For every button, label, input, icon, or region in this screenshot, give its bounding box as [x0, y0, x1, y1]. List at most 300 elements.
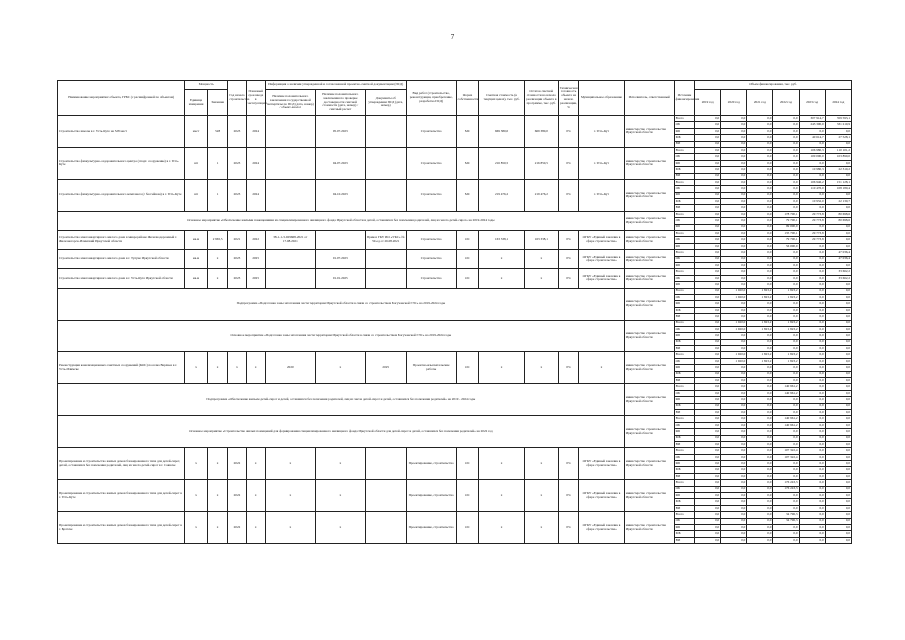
amount-cell: 0,0 — [747, 211, 773, 217]
amount-cell: 0,0 — [695, 307, 721, 313]
amount-cell: 0,0 — [695, 339, 721, 345]
amount-cell: 0,0 — [747, 314, 773, 320]
header-year-2024: 2024 год — [825, 90, 851, 116]
amount-cell: 1 920,0 — [721, 288, 747, 294]
amount-cell: 0,0 — [695, 384, 721, 390]
amount-cell: 0,0 — [695, 480, 721, 486]
amount-cell: 29 773,8 — [799, 218, 825, 224]
amount-cell: 0,0 — [695, 378, 721, 384]
amount-cell: 0,0 — [695, 512, 721, 518]
source-cell: МБ — [674, 531, 694, 537]
amount-cell: 0,0 — [799, 333, 825, 339]
amount-cell: 0,0 — [825, 160, 851, 166]
header-year-end: Плановый срок ввода в эксплуатацию — [246, 81, 265, 116]
amount-cell: 140 961,2 — [773, 416, 799, 422]
object-mo: ОГКУ «Единый заказчик в сфере строительства» — [579, 250, 624, 269]
amount-cell: 107 322,4 — [773, 448, 799, 454]
object-smeta: 05.07.2023 — [315, 116, 365, 148]
amount-cell: 0,0 — [695, 537, 721, 543]
source-cell: Всего — [674, 416, 694, 422]
source-cell: Всего — [674, 231, 694, 237]
amount-cell: 80 698,6 — [825, 218, 851, 224]
header-psd: Информация о наличии утвержденной и согласованной проектно-сметной документации (ПСД) — [265, 81, 406, 90]
amount-cell: 0,0 — [773, 250, 799, 256]
amount-cell: 1 920,0 — [721, 358, 747, 364]
amount-cell: 1 823,2 — [773, 294, 799, 300]
amount-cell: 0,0 — [825, 384, 851, 390]
amount-cell: 0,0 — [721, 512, 747, 518]
source-cell: ВИ — [674, 173, 694, 179]
amount-cell: 0,0 — [747, 346, 773, 352]
object-expertise — [265, 250, 315, 269]
amount-cell: 0,0 — [747, 499, 773, 505]
amount-cell: 0,0 — [695, 403, 721, 409]
amount-cell: 0,0 — [747, 486, 773, 492]
amount-cell: 0,0 — [773, 525, 799, 531]
amount-cell: 0,0 — [799, 224, 825, 230]
amount-cell: 29 773,8 — [799, 231, 825, 237]
amount-cell: 0,0 — [747, 122, 773, 128]
source-cell: Всего — [674, 211, 694, 217]
source-cell: ОБ — [674, 486, 694, 492]
amount-cell: 0,0 — [825, 512, 851, 518]
amount-cell: 0,0 — [773, 282, 799, 288]
amount-cell: 151 128,1 — [825, 179, 851, 185]
amount-cell: 0,0 — [825, 486, 851, 492]
source-cell: МБ — [674, 307, 694, 313]
amount-cell: 0,0 — [773, 141, 799, 147]
object-smeta: 01.01.2025 — [315, 269, 365, 288]
amount-cell: 0,0 — [695, 211, 721, 217]
source-cell: ОБ — [674, 218, 694, 224]
amount-cell: 0,0 — [825, 473, 851, 479]
object-name: Проектирование и строительство жилых домов блокированного типа для детей-сирот в г. Усть-Куте — [58, 480, 185, 512]
amount-cell: 0,0 — [721, 205, 747, 211]
object-cost: х — [479, 448, 524, 480]
amount-cell: 0,0 — [747, 218, 773, 224]
source-cell: ФБ — [674, 243, 694, 249]
amount-cell: 99 000,0 — [773, 224, 799, 230]
amount-cell: 0,0 — [695, 224, 721, 230]
amount-cell: 0,0 — [695, 179, 721, 185]
amount-cell: 0,0 — [747, 525, 773, 531]
amount-cell: 0,0 — [773, 365, 799, 371]
amount-cell: 0,0 — [747, 384, 773, 390]
amount-cell: 0,0 — [747, 173, 773, 179]
amount-cell: 0,0 — [747, 135, 773, 141]
amount-cell: 0,0 — [695, 116, 721, 122]
amount-cell: 0,0 — [721, 141, 747, 147]
amount-cell: 0,0 — [747, 275, 773, 281]
object-form: ОС — [456, 480, 479, 512]
amount-cell: 47 036,4 — [825, 250, 851, 256]
amount-cell: 0,0 — [799, 518, 825, 524]
amount-cell: 0,0 — [747, 537, 773, 543]
amount-cell: 0,0 — [747, 269, 773, 275]
amount-cell: 0,0 — [695, 282, 721, 288]
source-cell: Всего — [674, 269, 694, 275]
amount-cell: 0,0 — [747, 441, 773, 447]
object-rest: 219 476,2 — [524, 179, 558, 211]
amount-cell: 0,0 — [799, 269, 825, 275]
object-form: МС — [456, 147, 479, 179]
amount-cell: 0,0 — [695, 173, 721, 179]
object-cost: х — [479, 480, 524, 512]
amount-cell: 0,0 — [825, 390, 851, 396]
object-cost: х — [479, 250, 524, 269]
amount-cell: 0,0 — [747, 422, 773, 428]
amount-cell: 0,0 — [825, 231, 851, 237]
amount-cell: 0,0 — [825, 192, 851, 198]
amount-cell: 0,0 — [825, 409, 851, 415]
source-cell: ВИ — [674, 314, 694, 320]
source-cell: ФБ — [674, 192, 694, 198]
amount-cell: 100 000,0 — [799, 154, 825, 160]
amount-cell: 0,0 — [721, 537, 747, 543]
financing-table — [57, 80, 852, 544]
object-expertise: 2020 — [265, 352, 315, 384]
amount-cell: 0,0 — [747, 307, 773, 313]
amount-cell: 0,0 — [747, 250, 773, 256]
object-name: Строительство физкультурно-оздоровительного комплекса (с бассейном) в г. Усть-Куте — [58, 179, 185, 211]
source-cell: Всего — [674, 512, 694, 518]
source-cell: ФБ — [674, 333, 694, 339]
amount-cell: 0,0 — [825, 441, 851, 447]
amount-cell: 0,0 — [695, 205, 721, 211]
amount-cell: 0,0 — [721, 499, 747, 505]
amount-cell: 0,0 — [799, 282, 825, 288]
source-cell: Всего — [674, 250, 694, 256]
object-form: МС — [456, 179, 479, 211]
source-cell: ФБ — [674, 262, 694, 268]
object-name: Проектирование и строительство жилых домов блокированного типа для детей-сирот, детей, оставшихся без попечения родителей, лиц из числа детей-сирот в г. Саянске — [58, 448, 185, 480]
amount-cell: 0,0 — [799, 173, 825, 179]
amount-cell: 0,0 — [721, 365, 747, 371]
header-year-2020: 2020 год — [721, 90, 747, 116]
object-form: ОС — [456, 512, 479, 544]
object-cost: 163 338,1 — [479, 231, 524, 250]
section-exec: министерство строительства Иркутской области — [624, 416, 674, 448]
source-cell: ФБ — [674, 224, 694, 230]
amount-cell: 0,0 — [747, 160, 773, 166]
object-pct: 0% — [558, 352, 578, 384]
object-work: Проектно-изыскательские работы — [406, 352, 456, 384]
amount-cell: 0,0 — [695, 218, 721, 224]
source-cell: МБ — [674, 499, 694, 505]
amount-cell: 0,0 — [721, 122, 747, 128]
amount-cell: 0,0 — [773, 397, 799, 403]
object-end: х — [246, 448, 265, 480]
amount-cell: 0,0 — [799, 294, 825, 300]
header-name: Наименование мероприятия/ объекта, ГРБС (с расшифровкой по объектам) — [58, 81, 185, 116]
amount-cell: 0,0 — [747, 518, 773, 524]
object-exec: министерство строительства Иркутской области — [624, 147, 674, 179]
amount-cell: 0,0 — [747, 154, 773, 160]
object-pct: 0% — [558, 179, 578, 211]
amount-cell: 0,0 — [721, 473, 747, 479]
amount-cell: 0,0 — [747, 262, 773, 268]
amount-cell: 0,0 — [695, 422, 721, 428]
object-form: ОС — [456, 269, 479, 288]
amount-cell: 29 773,8 — [799, 237, 825, 243]
amount-cell: 0,0 — [799, 512, 825, 518]
amount-cell: 0,0 — [799, 346, 825, 352]
amount-cell: 0,0 — [799, 454, 825, 460]
amount-cell: 40 614,7 — [799, 135, 825, 141]
header-cost: Сметная стоимость (в текущих ценах), тыс. руб. — [479, 81, 524, 116]
amount-cell: 0,0 — [773, 147, 799, 153]
amount-cell: 0,0 — [773, 179, 799, 185]
amount-cell: 0,0 — [721, 390, 747, 396]
object-form: ОС — [456, 352, 479, 384]
object-pct: 0% — [558, 147, 578, 179]
object-rest: х — [524, 352, 558, 384]
amount-cell: 0,0 — [721, 397, 747, 403]
source-cell: ФБ — [674, 282, 694, 288]
object-work: Проектирование, строительство — [406, 448, 456, 480]
object-unit: х — [185, 448, 208, 480]
amount-cell: 0,0 — [773, 461, 799, 467]
object-expertise — [265, 269, 315, 288]
amount-cell: 1 823,2 — [747, 320, 773, 326]
amount-cell: 0,0 — [799, 473, 825, 479]
amount-cell: 80 698,6 — [825, 211, 851, 217]
amount-cell: 0,0 — [773, 116, 799, 122]
amount-cell: 0,0 — [721, 269, 747, 275]
amount-cell: 0,0 — [825, 237, 851, 243]
amount-cell: 0,0 — [825, 525, 851, 531]
amount-cell: 0,0 — [825, 128, 851, 134]
source-cell: МБ — [674, 199, 694, 205]
object-start: 2022 — [228, 448, 246, 480]
amount-cell: 107 322,4 — [773, 454, 799, 460]
amount-cell: 0,0 — [799, 378, 825, 384]
amount-cell: 0,0 — [799, 141, 825, 147]
amount-cell: 0,0 — [721, 435, 747, 441]
amount-cell: 0,0 — [747, 403, 773, 409]
object-mo: ОГКУ «Единый заказчик в сфере строительства» — [579, 448, 624, 480]
object-end: 2024 — [246, 147, 265, 179]
object-order — [365, 512, 406, 544]
amount-cell: 0,0 — [825, 352, 851, 358]
amount-cell: 0,0 — [825, 537, 851, 543]
amount-cell: 0,0 — [825, 416, 851, 422]
amount-cell: 0,0 — [799, 397, 825, 403]
amount-cell: 0,0 — [799, 160, 825, 166]
source-cell: ОБ — [674, 518, 694, 524]
section-exec: министерство строительства Иркутской области — [624, 320, 674, 352]
object-rest: 669 380,0 — [524, 116, 558, 148]
amount-cell: 0,0 — [799, 352, 825, 358]
object-exec: министерство строительства Иркутской области — [624, 352, 674, 384]
object-start: 2023 — [228, 147, 246, 179]
amount-cell: 0,0 — [773, 473, 799, 479]
amount-cell: 0,0 — [799, 250, 825, 256]
source-cell: ФБ — [674, 128, 694, 134]
object-rest: х — [524, 512, 558, 544]
amount-cell: 0,0 — [721, 493, 747, 499]
amount-cell: 0,0 — [721, 384, 747, 390]
object-unit: шт — [185, 147, 208, 179]
object-exec: министерство строительства Иркутской области — [624, 250, 674, 269]
amount-cell: 10 980,3 — [799, 167, 825, 173]
amount-cell: 108 180,4 — [825, 186, 851, 192]
object-order — [365, 116, 406, 148]
source-cell: ВИ — [674, 409, 694, 415]
object-mo: ОГКУ «Единый заказчик в сфере строительства» — [579, 269, 624, 288]
source-cell: Всего — [674, 352, 694, 358]
section-title: Основное мероприятие «Строительство жилых помещений для формирования специализированного жилищного фонда Иркутской области для детей-сирот и детей, оставшихся без попечения родителей» на 2022 год — [58, 416, 625, 448]
object-value: 528 — [207, 116, 227, 148]
amount-cell: 10 932,0 — [799, 199, 825, 205]
header-value: Значение — [207, 90, 227, 116]
object-name: Проектирование и строительство жилых домов блокированного типа для детей-сирот в г. Братске — [58, 512, 185, 544]
object-start: 2023 — [228, 269, 246, 288]
source-cell: ВИ — [674, 473, 694, 479]
amount-cell: 0,0 — [721, 211, 747, 217]
amount-cell: 0,0 — [695, 262, 721, 268]
amount-cell: 0,0 — [695, 199, 721, 205]
object-value: х — [207, 448, 227, 480]
amount-cell: 0,0 — [747, 192, 773, 198]
object-pct: 0% — [558, 269, 578, 288]
header-smeta: Наличие положительного заключения по проверке достоверности сметной стоимости (дата, номер) / сметный расчет — [315, 90, 365, 116]
object-work: Проектирование, строительство — [406, 512, 456, 544]
amount-cell: 0,0 — [695, 141, 721, 147]
amount-cell: 0,0 — [721, 192, 747, 198]
object-smeta: х — [315, 448, 365, 480]
amount-cell: 0,0 — [799, 288, 825, 294]
amount-cell: 0,0 — [747, 333, 773, 339]
amount-cell: 307 914,7 — [799, 116, 825, 122]
amount-cell: 0,0 — [825, 461, 851, 467]
amount-cell: 0,0 — [773, 269, 799, 275]
amount-cell: 22 310,2 — [825, 167, 851, 173]
amount-cell: 0,0 — [825, 205, 851, 211]
object-rest: 216 850,5 — [524, 147, 558, 179]
object-exec: министерство строительства Иркутской области — [624, 269, 674, 288]
object-value: х — [207, 512, 227, 544]
amount-cell: 0,0 — [773, 186, 799, 192]
object-exec: министерство строительства Иркутской области — [624, 512, 674, 544]
source-cell: ВИ — [674, 346, 694, 352]
amount-cell: 0,0 — [747, 256, 773, 262]
amount-cell: 0,0 — [773, 435, 799, 441]
object-expertise: х — [265, 480, 315, 512]
amount-cell: 0,0 — [695, 122, 721, 128]
object-end: 2022 — [246, 231, 265, 250]
object-pct: 0% — [558, 116, 578, 148]
amount-cell: 176 243,3 — [773, 486, 799, 492]
amount-cell: 0,0 — [825, 282, 851, 288]
amount-cell: 0,0 — [721, 135, 747, 141]
object-unit: кв.м — [185, 250, 208, 269]
amount-cell: 1 823,2 — [747, 326, 773, 332]
amount-cell: 79 700,1 — [773, 218, 799, 224]
source-cell: ОБ — [674, 294, 694, 300]
object-exec: министерство строительства Иркутской области — [624, 480, 674, 512]
amount-cell: 0,0 — [773, 346, 799, 352]
amount-cell: 0,0 — [825, 339, 851, 345]
amount-cell: 0,0 — [825, 454, 851, 460]
amount-cell: 0,0 — [695, 243, 721, 249]
amount-cell: 0,0 — [825, 378, 851, 384]
amount-cell: 0,0 — [695, 352, 721, 358]
page-number: 7 — [450, 33, 455, 41]
object-cost: х — [479, 352, 524, 384]
section-title: Основное мероприятие «Подготовка зоны затопления части территории Иркутской области в связи со строительством Богучанской ГЭС» на 2019-2024 годы — [58, 320, 625, 352]
object-exec: министерство строительства Иркутской области — [624, 116, 674, 148]
amount-cell: 0,0 — [773, 531, 799, 537]
source-cell: МБ — [674, 339, 694, 345]
amount-cell: 0,0 — [799, 441, 825, 447]
amount-cell: 243 300,0 — [799, 122, 825, 128]
amount-cell: 0,0 — [773, 199, 799, 205]
amount-cell: 0,0 — [721, 243, 747, 249]
amount-cell: 0,0 — [695, 333, 721, 339]
amount-cell: 0,0 — [695, 326, 721, 332]
amount-cell: 1 823,2 — [773, 288, 799, 294]
object-mo: ОГКУ «Единый заказчик в сфере строительства» — [579, 480, 624, 512]
amount-cell: 0,0 — [721, 237, 747, 243]
amount-cell: 0,0 — [799, 461, 825, 467]
amount-cell: 0,0 — [721, 454, 747, 460]
object-cost: х — [479, 512, 524, 544]
object-exec: министерство строительства Иркутской области — [624, 231, 674, 250]
object-name: Строительство многоквартирного жилого дома в г. Усть-Куте Иркутской области — [58, 269, 185, 288]
amount-cell: 0,0 — [825, 371, 851, 377]
amount-cell: 0,0 — [721, 262, 747, 268]
source-cell: МБ — [674, 435, 694, 441]
amount-cell: 0,0 — [721, 160, 747, 166]
amount-cell: 331 210,9 — [825, 122, 851, 128]
amount-cell: 0,0 — [747, 365, 773, 371]
amount-cell: 0,0 — [773, 371, 799, 377]
amount-cell: 0,0 — [747, 512, 773, 518]
object-cost: 669 380,0 — [479, 116, 524, 148]
amount-cell: 0,0 — [825, 294, 851, 300]
amount-cell: 178 700,1 — [773, 211, 799, 217]
object-work: Строительство — [406, 231, 456, 250]
object-mo: г. Усть-Кут — [579, 116, 624, 148]
source-cell: МБ — [674, 467, 694, 473]
amount-cell: 0,0 — [695, 371, 721, 377]
amount-cell: 0,0 — [825, 422, 851, 428]
amount-cell: 0,0 — [773, 333, 799, 339]
amount-cell: 0,0 — [747, 397, 773, 403]
amount-cell: 0,0 — [695, 365, 721, 371]
object-start: 2023 — [228, 116, 246, 148]
amount-cell: 0,0 — [799, 499, 825, 505]
object-exec: министерство строительства Иркутской области — [624, 179, 674, 211]
object-value: х — [207, 352, 227, 384]
object-expertise: х — [265, 512, 315, 544]
object-name: Реконструкция канализационных очистных сооружений (КОС) поселка Верхнее в г. Усть-Илимске — [58, 352, 185, 384]
object-mo: ОГКУ «Единый заказчик в сфере строительства» — [579, 231, 624, 250]
source-cell: ВИ — [674, 505, 694, 511]
amount-cell: 0,0 — [747, 179, 773, 185]
object-exec: министерство строительства Иркутской области — [624, 448, 674, 480]
section-title: Основное мероприятие «Обеспечение жилыми помещениями из специализированного жилищного фонда Иркутской области и детей, оставшихся без попечения родителей, лиц из числа детей-сирот» на 2019-2024 годы — [58, 211, 625, 230]
object-pct: 0% — [558, 512, 578, 544]
amount-cell: 0,0 — [721, 461, 747, 467]
amount-cell: 0,0 — [721, 422, 747, 428]
object-mo: г. Усть-Кут — [579, 179, 624, 211]
amount-cell: 0,0 — [721, 480, 747, 486]
source-cell: ОБ — [674, 326, 694, 332]
amount-cell: 0,0 — [799, 256, 825, 262]
amount-cell: 0,0 — [721, 518, 747, 524]
